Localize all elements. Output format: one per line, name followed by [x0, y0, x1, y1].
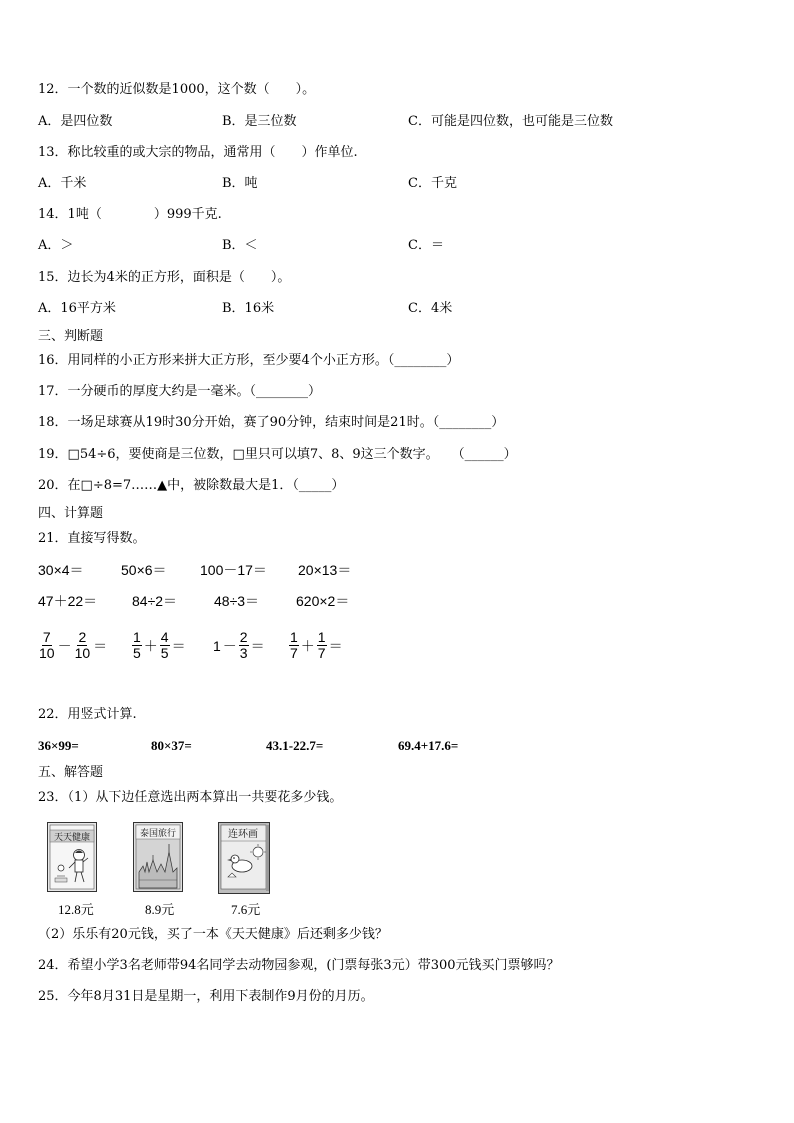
- question-23-part-2: （2）乐乐有20元钱，买了一本《天天健康》后还剩多少钱？: [38, 927, 388, 942]
- fraction-expression: $\frac{1}{5}$ ＋ $\frac{4}{5}$ ＝: [133, 629, 186, 661]
- calc-item: 50×6＝: [121, 562, 167, 578]
- q12-option-c: C．可能是四位数，也可能是三位数: [408, 114, 613, 129]
- q14-option-b: B．＜: [222, 238, 258, 253]
- svg-text:连环画: 连环画: [228, 829, 258, 840]
- q13-option-a: A．千米: [38, 176, 87, 191]
- book-cover-image: [47, 822, 97, 892]
- question-14: 14．1吨（ ）999千克.: [38, 207, 222, 222]
- book-lianhuanhua: [218, 822, 270, 894]
- section-heading-judgment: 三、判断题: [38, 329, 104, 344]
- fraction-expression: $\frac{7}{10}$ － $\frac{2}{10}$ ＝: [39, 629, 108, 661]
- fraction-expression: $\frac{1}{7}$ ＋ $\frac{1}{7}$ ＝: [290, 629, 343, 661]
- question-23: 23．（1）从下边任意选出两本算出一共要花多少钱。: [38, 790, 343, 805]
- question-18: 18．一场足球赛从19时30分开始，赛了90分钟，结束时间是21时。（________）: [38, 415, 505, 430]
- question-19: 19．□54÷6，要使商是三位数，□里只可以填7、8、9这三个数字。 （______）: [38, 447, 517, 462]
- question-12: 12．一个数的近似数是1000，这个数（ ）。: [38, 82, 316, 97]
- calc-item: 20×13＝: [298, 562, 352, 578]
- section-heading-calculation: 四、计算题: [38, 506, 104, 521]
- calc-item: 100－17＝: [200, 562, 267, 578]
- book-cover-image: [133, 822, 183, 892]
- book-price: 12.8元: [58, 902, 94, 917]
- question-25: 25．今年8月31日是星期一，利用下表制作9月份的月历。: [38, 989, 374, 1004]
- question-16: 16．用同样的小正方形来拼大正方形，至少要4个小正方形。（________）: [38, 353, 460, 368]
- q13-option-c: C．千克: [408, 176, 457, 191]
- question-22: 22．用竖式计算.: [38, 707, 137, 722]
- calc-item: 84÷2＝: [132, 593, 178, 609]
- svg-text:泰国旅行: 泰国旅行: [139, 829, 177, 839]
- book-price: 7.6元: [231, 902, 261, 917]
- vertical-calc-item: 43.1-22.7=: [266, 738, 324, 753]
- svg-text:天天健康: 天天健康: [53, 833, 91, 843]
- question-15: 15．边长为4米的正方形，面积是（ ）。: [38, 270, 291, 285]
- question-21: 21．直接写得数。: [38, 531, 146, 546]
- q14-option-c: C．＝: [408, 238, 444, 253]
- q15-option-a: A．16平方米: [38, 301, 116, 316]
- q15-option-b: B．16米: [222, 301, 275, 316]
- vertical-calc-item: 69.4+17.6=: [398, 738, 459, 753]
- question-24: 24．希望小学3名老师带94名同学去动物园参观，(门票每张3元）带300元钱买门票够吗？: [38, 958, 560, 973]
- vertical-calc-item: 36×99=: [38, 738, 79, 753]
- calc-item: 620×2＝: [296, 593, 350, 609]
- book-cover-image: [218, 822, 270, 894]
- question-17: 17．一分硬币的厚度大约是一毫米。（________）: [38, 384, 322, 399]
- q13-option-b: B．吨: [222, 176, 258, 191]
- vertical-calc-item: 80×37=: [151, 738, 192, 753]
- calc-item: 47＋22＝: [38, 593, 98, 609]
- question-13: 13．称比较重的或大宗的物品，通常用（ ）作单位.: [38, 145, 358, 160]
- fraction-expression: 1 － $\frac{2}{3}$ ＝: [213, 629, 265, 661]
- question-20: 20．在□÷8=7……▲中，被除数最大是1．（_____）: [38, 478, 345, 493]
- book-taiguo-lvxing: [133, 822, 183, 892]
- q12-option-b: B．是三位数: [222, 114, 297, 129]
- book-price: 8.9元: [145, 902, 175, 917]
- section-heading-word-problems: 五、解答题: [38, 765, 104, 780]
- calc-item: 30×4＝: [38, 562, 84, 578]
- q15-option-c: C．4米: [408, 301, 453, 316]
- calc-item: 48÷3＝: [214, 593, 260, 609]
- q12-option-a: A．是四位数: [38, 114, 113, 129]
- book-tiantian-jiankang: [47, 822, 97, 892]
- q14-option-a: A．＞: [38, 238, 74, 253]
